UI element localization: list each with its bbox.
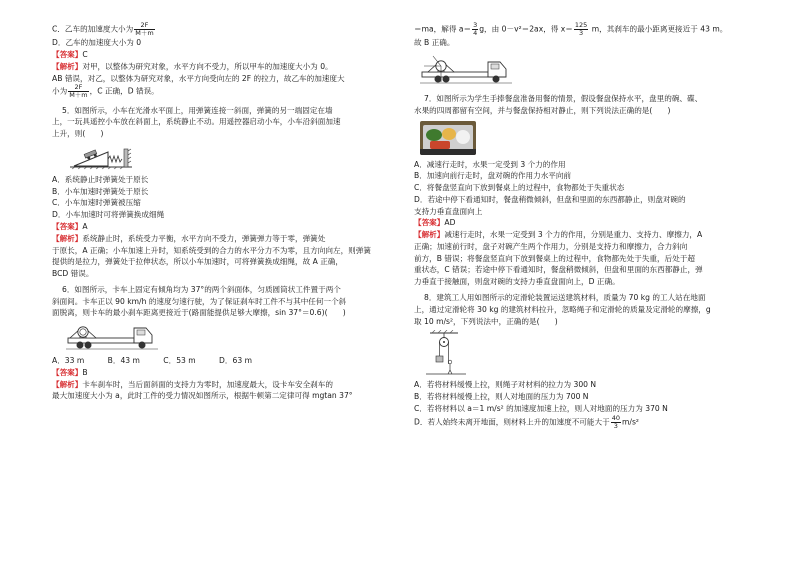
q8-option-b: B．若将材料缓慢上拉，则人对地面的压力为 700 N [414,392,589,402]
q7-option-d: D．若途中停下看通知时，餐盘稍微倾斜，但盘和里面的东西都静止，则盘对碗的 [414,194,686,204]
fraction: $\frac{125}{3}$ [574,21,588,38]
q7-option-a: A．减速行走时，水果一定受到 3 个力的作用 [414,159,566,169]
q5-explanation-line: BCD 错误。 [52,269,94,279]
q6-option-b: B．43 m [107,356,140,366]
q7-meal-tray-photo [420,121,476,155]
right-column [414,22,758,430]
fraction: $\frac{2F}{M+m}$ [69,83,88,100]
q6-option-d: D．63 m [219,356,252,366]
q5-stem: 5．如图所示，小车在光滑水平面上，用弹簧连接一斜面，弹簧的另一端固定在墙 [62,105,333,115]
q4-option-d: D．乙车的加速度大小为 0 [52,38,142,48]
q7-explanation-line: 力垂直于接触面，则盘对碗的支持力垂直盘面向上，D 正确。 [414,277,620,287]
q6-option-c: C．53 m [163,356,196,366]
q6-options [52,355,252,367]
q8-stem: 8．建筑工人用如图所示的定滑轮装置运送建筑材料，质量为 70 kg 的工人站在地面 [424,293,706,302]
q4-explanation: 【解析】对甲，以整体为研究对象，水平方向不受力，所以甲车的加速度大小为 0。 [52,61,333,71]
q6-answer: 【答案】B [52,367,88,377]
q6-force-figure-truck [420,52,758,88]
q8-pulley-figure [426,330,758,376]
q4-option-c: C．乙车的加速度大小为 $\frac{2F}{M+m}$ [52,21,154,38]
fraction: $\frac{2F}{M+m}$ [135,21,154,38]
q5-explanation-line: 于原长，A 正确；小车加速上升时，知系统受到的合力的水平分力不为零，且方向向左，则弹簧 [52,245,371,255]
q8-stem-line: 取 10 m/s²，下列说法中，正确的是( ) [414,316,558,326]
q6-explanation-continued: ＝ma，解得 a＝ $\frac{3}{4}$ g，由 0－v²＝2ax，得 x＝ $\frac{125}{3}$ m，其刹车的最小距离更接近于 43 m。 [414,21,728,38]
q6-figure-truck [66,322,396,352]
q6-explanation-line: 最大加速度大小为 a，此时工件的受力情况如图所示，根据牛顿第二定律可得 mgtan 37° [52,391,353,401]
q8-option-d: D．若人始终未离开地面，则材料上升的加速度不可能大于 $\frac{40}{3}$ m/s² [414,413,639,430]
q6-explanation-line: 故 B 正确。 [414,38,455,48]
q8-stem-line: 上，通过定滑轮将 30 kg 的建筑材料拉升，忽略绳子和定滑轮的质量及定滑轮的摩擦，g [414,304,711,314]
fraction: $\frac{3}{4}$ [473,21,478,38]
q8-option-c: C．若将材料以 a＝1 m/s² 的加速度加速上拉，则人对地面的压力为 370 N [414,403,668,413]
q7-stem: 7．如图所示为学生手捧餐盘准备用餐的情景，假设餐盘保持水平，盘里的碗、碟、 [424,94,703,104]
q5-option-b: B．小车加速时弹簧处于原长 [52,186,149,196]
q5-explanation-line: 提供的是拉力，弹簧处于拉伸状态，所以小车加速时，可将弹簧换成细绳，故 A 正确， [52,257,343,267]
q4-explanation-line: AB 错误，对乙，以整体为研究对象，水平方向受向左的 2F 的拉力，故乙车的加速度大 [52,73,345,83]
q7-explanation: 【解析】减速行走时，水果一定受到 3 个力的作用，分别是重力、支持力、摩擦力，A [414,230,703,240]
q7-explanation-line: 重状态，C 错误；若途中停下看通知时，餐盘稍微倾斜，但盘和里面的东西都静止，弹 [414,265,703,275]
q5-option-d: D．小车加速时可将弹簧换成细绳 [52,210,165,220]
q5-answer: 【答案】A [52,221,88,231]
fraction: $\frac{40}{3}$ [611,413,620,430]
q7-stem-line: 水果的四周都留有空间，并与餐盘保持相对静止，则下列说法正确的是( ) [414,105,671,115]
q4-explanation-line: 小为 $\frac{2F}{M+m}$ ，C 正确，D 错误。 [52,83,159,100]
q6-stem-line: 斜面间。卡车正以 90 km/h 的速度匀速行驶，为了保证刹车时工件不与其中任何一个斜 [52,296,347,306]
q5-stem-line: 上，一玩具遥控小车放在斜面上，系统静止不动。用遥控器启动小车，小车沿斜面加速 [52,117,341,127]
q6-explanation: 【解析】卡车刹车时，当后面斜面的支持力为零时，加速度最大，设卡车安全刹车的 [52,379,333,389]
q4-answer: 【答案】C [52,50,88,60]
q8-option-a: A．若将材料缓慢上拉，则绳子对材料的拉力为 300 N [414,380,597,390]
q5-option-a: A．系统静止时弹簧处于原长 [52,174,149,184]
q6-option-a: A．33 m [52,356,85,366]
q7-option-b: B．加速向前行走时，盘对碗的作用力水平向前 [414,171,572,181]
left-column [52,22,396,402]
q7-explanation-line: 正确；加速前行时，盘子对碗产生两个作用力，分别是支持力和摩擦力，合力斜向 [414,241,688,251]
q5-option-c: C．小车加速时弹簧被压缩 [52,198,141,208]
q5-stem-line: 上升，则( ) [52,129,104,139]
q7-answer: 【答案】AD [414,218,456,228]
q5-explanation: 【解析】系统静止时，系统受力平衡，水平方向不受力，弹簧弹力等于零，弹簧处 [52,233,326,243]
q6-stem-line: 面脱离，则卡车的最小刹车距离更接近于(路面能提供足够大摩擦，sin 37°＝0.6)( ) [52,308,346,318]
q7-option-d-line: 支持力垂直盘面向上 [414,206,483,216]
q6-stem: 6．如图所示，卡车上固定有倾角均为 37°的两个斜面体，匀质圆筒状工件置于两个 [62,284,341,294]
q5-figure-incline-spring [68,143,396,171]
q7-explanation-line: 前方，B 错误；将餐盘竖直向下放到餐桌上的过程中，食物都先处于失重，后处于超 [414,253,695,263]
q7-option-c: C．将餐盘竖直向下放到餐桌上的过程中，食物都处于失重状态 [414,183,625,193]
